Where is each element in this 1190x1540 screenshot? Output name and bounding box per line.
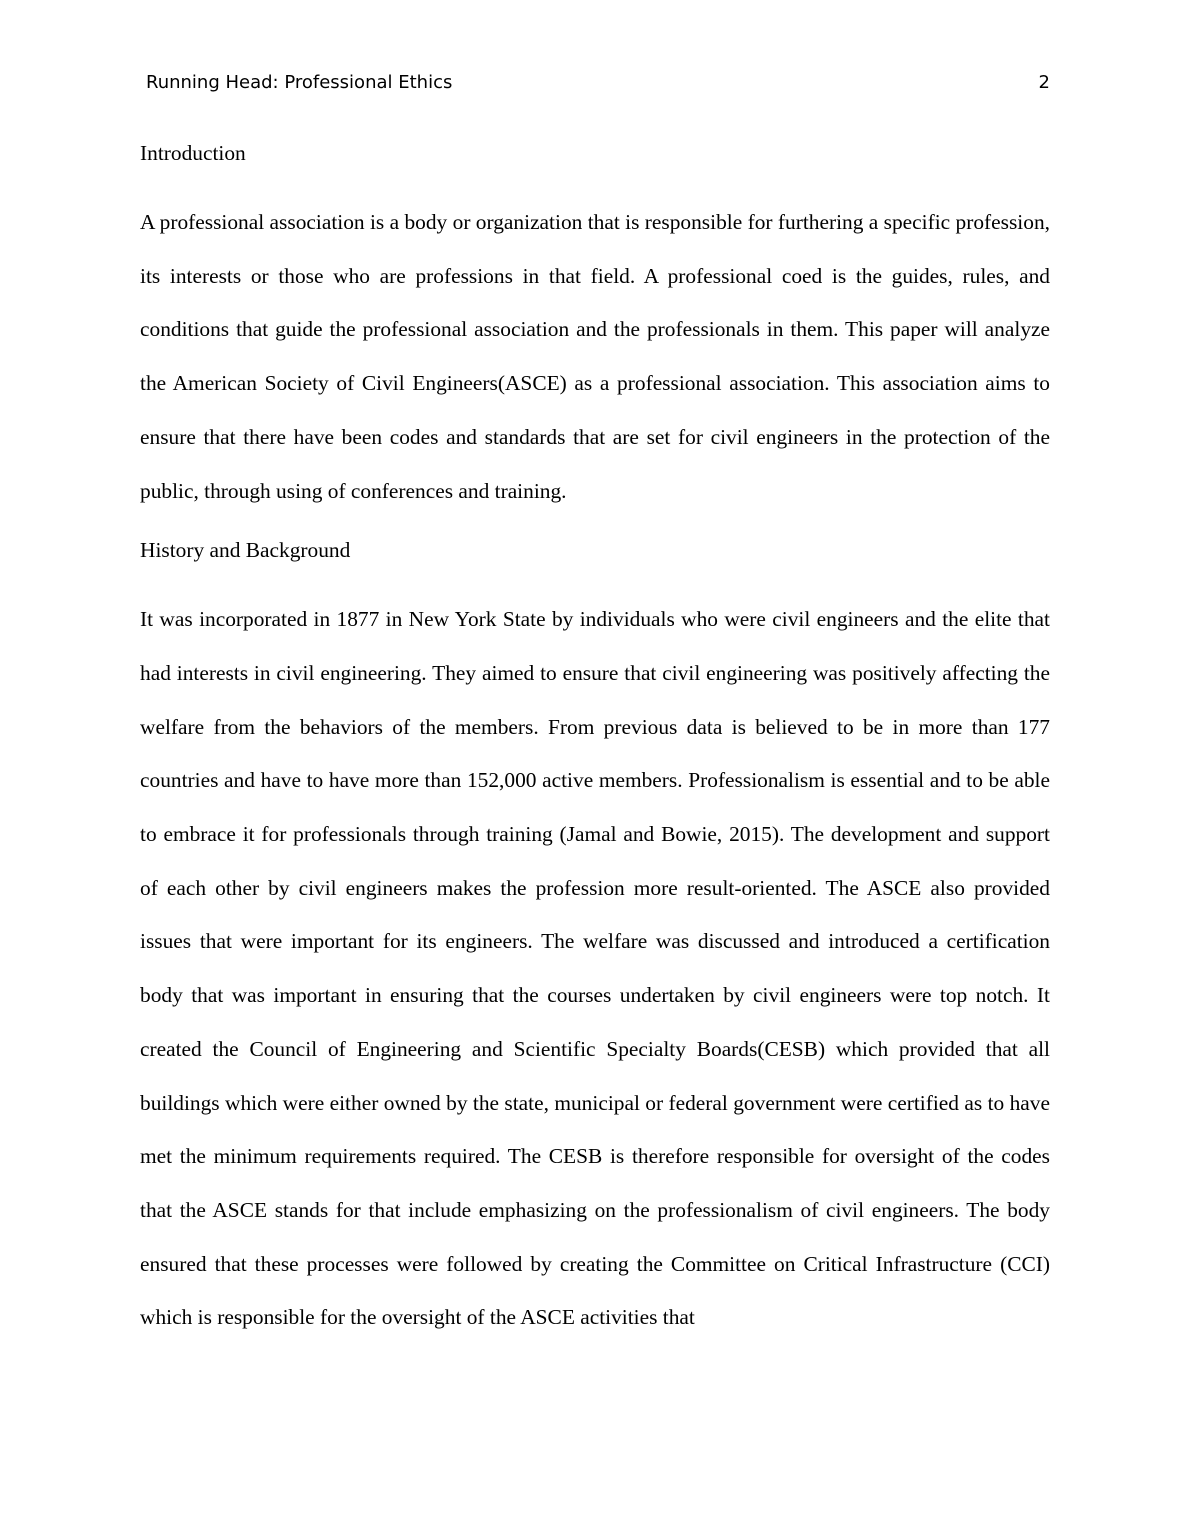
introduction-paragraph: A professional association is a body or organization that is responsible for furthering a specific profession, its interests or those who are professions in that field. A professional coed is the guides, rules, and conditions that guide the professional association and the professionals in them. This paper will analyze the American Society of Civil Engineers(ASCE) as a professional association. This association aims to ensure that there have been codes and standards that are set for civil engineers in the protection of the public, through using of conferences and training. (140, 210, 1050, 503)
running-head: Running Head: Professional Ethics (146, 72, 453, 93)
page-header (146, 70, 1050, 96)
history-paragraph: It was incorporated in 1877 in New York State by individuals who were civil engineers and the elite that had interests in civil engineering. They aimed to ensure that civil engineering was positively affecting the welfare from the behaviors of the members. From previous data is believed to be in more than 177 countries and have to have more than 152,000 active members. Professionalism is essential and to be able to embrace it for professionals through training (Jamal and Bowie, 2015). The development and support of each other by civil engineers makes the profession more result-oriented. The ASCE also provided issues that were important for its engineers. The welfare was discussed and introduced a certification body that was important in ensuring that the courses undertaken by civil engineers were top notch. It created the Council of Engineering and Scientific Specialty Boards(CESB) which provided that all buildings which were either owned by the state, municipal or federal government were certified as to have met the minimum requirements required. The CESB is therefore responsible for oversight of the codes that the ASCE stands for that include emphasizing on the professionalism of civil engineers. The body ensured that these processes were followed by creating the Committee on Critical Infrastructure (CCI) which is responsible for the oversight of the ASCE activities that (140, 607, 1050, 1330)
page-number: 2 (1038, 72, 1050, 93)
history-heading: History and Background (140, 538, 351, 563)
document-body (140, 135, 1050, 1345)
introduction-heading: Introduction (140, 141, 246, 165)
